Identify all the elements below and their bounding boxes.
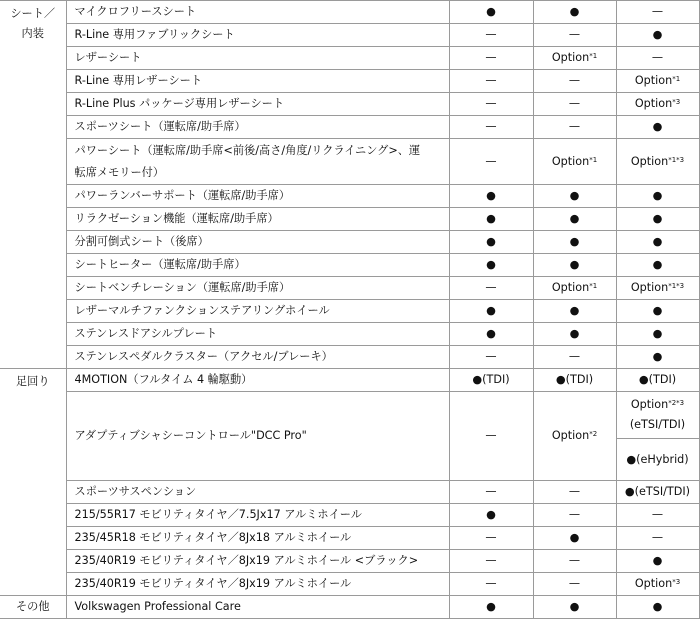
- value-cell: ●: [616, 596, 699, 619]
- value-cell: ●: [616, 550, 699, 573]
- footnote-ref: *3: [672, 98, 681, 106]
- table-row: [0, 300, 699, 323]
- feature-cell: パワーランバーサポート（運転席/助手席）: [66, 185, 449, 208]
- value-cell: [616, 139, 699, 185]
- feature-text-line2: 転席メモリー付）: [74, 165, 165, 179]
- category-label-line2: 内装: [21, 27, 44, 40]
- value-cell: ●: [533, 254, 616, 277]
- table-row: [0, 185, 699, 208]
- table-row: [0, 24, 699, 47]
- feature-cell: シートベンチレーション（運転席/助手席）: [66, 277, 449, 300]
- value-subcell-ehybrid: ●(eHybrid): [626, 452, 689, 466]
- feature-cell: [66, 139, 449, 185]
- category-label-line1: シート／: [10, 7, 56, 20]
- option-label: Option: [630, 281, 669, 294]
- feature-cell: ステンレスペダルクラスター（アクセル/ブレーキ）: [66, 346, 449, 369]
- feature-cell: 分割可倒式シート（後席）: [66, 231, 449, 254]
- value-cell: ●: [533, 527, 616, 550]
- value-cell: —: [449, 139, 533, 185]
- value-cell: ●: [616, 185, 699, 208]
- value-cell: [533, 139, 616, 185]
- footnote-ref: *1: [589, 155, 598, 164]
- value-cell: —: [533, 116, 616, 139]
- feature-cell: Volkswagen Professional Care: [66, 596, 449, 619]
- feature-cell: 235/45R18 モビリティタイヤ／8Jx18 アルミホイール: [66, 527, 449, 550]
- value-cell: —: [533, 70, 616, 93]
- engine-variant-label: (eTSI/TDI): [629, 418, 686, 431]
- category-chassis: 足回り: [0, 369, 66, 596]
- feature-cell: シートヒーター（運転席/助手席）: [66, 254, 449, 277]
- value-cell: —: [616, 47, 699, 70]
- table-row: [0, 47, 699, 70]
- table-row: [0, 277, 699, 300]
- value-cell: —: [533, 504, 616, 527]
- footnote-ref: *2: [589, 430, 598, 438]
- value-cell: —: [533, 550, 616, 573]
- table-row: [0, 1, 699, 24]
- table-row: [0, 70, 699, 93]
- feature-cell: スポーツサスペンション: [66, 481, 449, 504]
- value-cell: —: [449, 24, 533, 47]
- value-cell: —: [449, 527, 533, 550]
- value-cell: ●: [533, 185, 616, 208]
- footnote-ref: *1: [589, 52, 598, 60]
- value-cell: —: [533, 481, 616, 504]
- table-row: [0, 139, 699, 185]
- value-cell: —: [533, 346, 616, 369]
- value-cell-split: [616, 392, 699, 481]
- footnote-ref: *2*3: [668, 399, 685, 407]
- value-cell: ●: [449, 231, 533, 254]
- table-row: [0, 504, 699, 527]
- value-cell: —: [449, 573, 533, 596]
- option-label: Option: [630, 398, 669, 411]
- value-cell: —: [449, 346, 533, 369]
- footnote-ref: *3: [672, 578, 681, 586]
- table-row: [0, 392, 699, 481]
- value-cell: —: [449, 481, 533, 504]
- value-cell: ●: [616, 323, 699, 346]
- table-row: [0, 596, 699, 619]
- value-cell: ●: [449, 208, 533, 231]
- value-subcell-etsi-tdi: [617, 392, 699, 439]
- feature-cell: アダプティブシャシーコントロール"DCC Pro": [66, 392, 449, 481]
- feature-cell: 235/40R19 モビリティタイヤ／8Jx19 アルミホイール: [66, 573, 449, 596]
- table-row: [0, 481, 699, 504]
- option-label: Option: [551, 281, 590, 294]
- feature-cell: R-Line Plus パッケージ専用レザーシート: [66, 93, 449, 116]
- value-cell: —: [449, 392, 533, 481]
- value-cell: ●: [449, 504, 533, 527]
- value-cell: [616, 573, 699, 596]
- feature-cell: R-Line 専用レザーシート: [66, 70, 449, 93]
- value-cell: [616, 70, 699, 93]
- feature-text-line1: パワーシート（運転席/助手席<前後/高さ/角度/リクライニング>、運: [74, 143, 421, 157]
- footnote-ref: *1: [589, 282, 598, 290]
- table-row: [0, 231, 699, 254]
- value-cell: ●: [449, 254, 533, 277]
- option-label: Option: [634, 74, 673, 87]
- value-cell: [533, 392, 616, 481]
- value-cell: ●: [449, 300, 533, 323]
- value-cell: ●(TDI): [449, 369, 533, 392]
- value-cell: ●: [533, 231, 616, 254]
- footnote-ref: *1*3: [668, 155, 685, 164]
- table-row: [0, 527, 699, 550]
- value-cell: ●(TDI): [616, 369, 699, 392]
- table-row: [0, 369, 699, 392]
- feature-cell: マイクロフリースシート: [66, 1, 449, 24]
- feature-cell: レザーマルチファンクションステアリングホイール: [66, 300, 449, 323]
- value-cell: ●: [616, 231, 699, 254]
- value-cell: ●: [533, 323, 616, 346]
- value-cell: ●: [449, 323, 533, 346]
- value-cell: —: [533, 24, 616, 47]
- value-cell: ●: [616, 208, 699, 231]
- value-cell: [533, 47, 616, 70]
- value-cell: ●: [449, 596, 533, 619]
- category-other: その他: [0, 596, 66, 619]
- table-row: [0, 550, 699, 573]
- value-cell: [616, 277, 699, 300]
- table-row: [0, 116, 699, 139]
- value-cell: ●: [449, 185, 533, 208]
- option-label: Option: [551, 51, 590, 64]
- table-row: [0, 346, 699, 369]
- footnote-ref: *1: [672, 75, 681, 83]
- table-row: [0, 573, 699, 596]
- value-cell: ●(eTSI/TDI): [616, 481, 699, 504]
- value-cell: —: [449, 277, 533, 300]
- table-row: [0, 208, 699, 231]
- value-cell: ●: [533, 208, 616, 231]
- value-cell: —: [616, 504, 699, 527]
- feature-cell: リラクゼーション機能（運転席/助手席）: [66, 208, 449, 231]
- feature-cell: レザーシート: [66, 47, 449, 70]
- option-label: Option: [634, 97, 673, 110]
- option-label: Option: [630, 154, 669, 168]
- value-cell: —: [533, 93, 616, 116]
- value-cell: ●(TDI): [533, 369, 616, 392]
- feature-cell: ステンレスドアシルプレート: [66, 323, 449, 346]
- table-row: [0, 93, 699, 116]
- value-cell: —: [449, 70, 533, 93]
- feature-cell: 215/55R17 モビリティタイヤ／7.5Jx17 アルミホイール: [66, 504, 449, 527]
- table-row: [0, 323, 699, 346]
- category-seat-interior: [0, 1, 66, 369]
- value-cell: ●: [616, 116, 699, 139]
- value-cell: —: [616, 527, 699, 550]
- value-cell: ●: [449, 1, 533, 24]
- feature-cell: R-Line 専用ファブリックシート: [66, 24, 449, 47]
- footnote-ref: *1*3: [668, 282, 685, 290]
- value-cell: —: [449, 93, 533, 116]
- value-cell: ●: [533, 300, 616, 323]
- value-cell: ●: [533, 596, 616, 619]
- option-label: Option: [634, 577, 673, 590]
- option-label: Option: [551, 154, 590, 168]
- value-cell: [616, 93, 699, 116]
- value-cell: —: [449, 550, 533, 573]
- feature-cell: 4MOTION（フルタイム 4 輪駆動）: [66, 369, 449, 392]
- feature-cell: 235/40R19 モビリティタイヤ／8Jx19 アルミホイール <ブラック>: [66, 550, 449, 573]
- value-cell: —: [449, 116, 533, 139]
- value-cell: [533, 277, 616, 300]
- value-cell: —: [533, 573, 616, 596]
- value-cell: —: [616, 1, 699, 24]
- value-cell: ●: [616, 346, 699, 369]
- option-label: Option: [551, 429, 590, 442]
- table-row: [0, 254, 699, 277]
- value-cell: ●: [616, 24, 699, 47]
- feature-cell: スポーツシート（運転席/助手席）: [66, 116, 449, 139]
- value-cell: ●: [616, 300, 699, 323]
- value-cell: ●: [616, 254, 699, 277]
- value-cell: ●: [533, 1, 616, 24]
- value-cell: —: [449, 47, 533, 70]
